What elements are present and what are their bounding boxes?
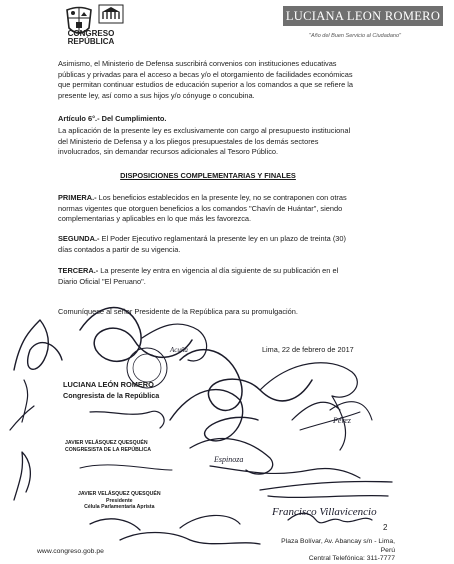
page-number: 2 bbox=[383, 523, 388, 532]
handwritten-name: Espinoza bbox=[214, 455, 244, 464]
year-tagline: "Año del Buen Servicio al Ciudadano" bbox=[309, 33, 401, 39]
signatory-name: LUCIANA LEÓN ROMERO bbox=[63, 380, 154, 389]
handwritten-name: Pérez bbox=[333, 416, 351, 425]
article-6-body: La aplicación de la presente ley es exclusivamente con cargo al presupuesto institucional del Ministerio de Defensa y a los pliegos presupuestales de los demás sectores involucrados, sin demandar recursos adicionales al Tesoro Público. bbox=[58, 126, 351, 157]
article-6-heading: Artículo 6°.- Del Cumplimiento. bbox=[58, 114, 167, 123]
paragraph-becas: Asimismo, el Ministerio de Defensa suscribirá convenios con instituciones educativas públicas y privadas para el acceso a becas y/o el otorgamiento de facilidades económicas que permitan continuar estudios de educación superior a los comandos a que se refiere la presente ley, así como a sus hijos y/o cónyuge o concubina. bbox=[58, 59, 353, 100]
signature-stamp: JAVIER VELÁSQUEZ QUESQUÉN CONGRESISTA DE LA REPÚBLICA bbox=[65, 440, 151, 453]
signature-stamp: JAVIER VELÁSQUEZ QUESQUÉN Presidente Célula Parlamentaria Aprista bbox=[78, 491, 161, 510]
signing-date: Lima, 22 de febrero de 2017 bbox=[262, 345, 354, 354]
congresswoman-banner: LUCIANA LEON ROMERO bbox=[283, 6, 443, 26]
provision-label: PRIMERA.- bbox=[58, 193, 97, 202]
provision-text: Los beneficios establecidos en la presente ley, no se contraponen con otras normas vigentes que otorguen beneficios a los comandos "Chavín de Huántar", siendo complementarias y aplicables en lo que más les favorezca. bbox=[58, 193, 347, 224]
handwritten-name: Acuña bbox=[170, 346, 188, 354]
handwritten-name: Francisco Villavicencio bbox=[272, 506, 377, 518]
provision-text: La presente ley entra en vigencia al día siguiente de su publicación en el Diario Oficial "El Peruano". bbox=[58, 266, 339, 286]
closing-statement: Comuníquese al señor Presidente de la República para su promulgación. bbox=[58, 307, 298, 316]
provision-text: El Poder Ejecutivo reglamentará la presente ley en un plazo de treinta (30) días contados a partir de su vigencia. bbox=[58, 234, 346, 254]
provision-label: SEGUNDA.- bbox=[58, 234, 100, 243]
section-title: DISPOSICIONES COMPLEMENTARIAS Y FINALES bbox=[120, 171, 296, 180]
footer-website: www.congreso.gob.pe bbox=[37, 548, 104, 555]
congress-wordmark: CONGRESO REPÚBLICA bbox=[67, 29, 115, 46]
footer-address: Plaza Bolívar, Av. Abancay s/n - Lima, Perú Central Telefónica: 311-7777 bbox=[281, 538, 395, 563]
provision-label: TERCERA.- bbox=[58, 266, 99, 275]
signatory-role: Congresista de la República bbox=[63, 391, 160, 400]
